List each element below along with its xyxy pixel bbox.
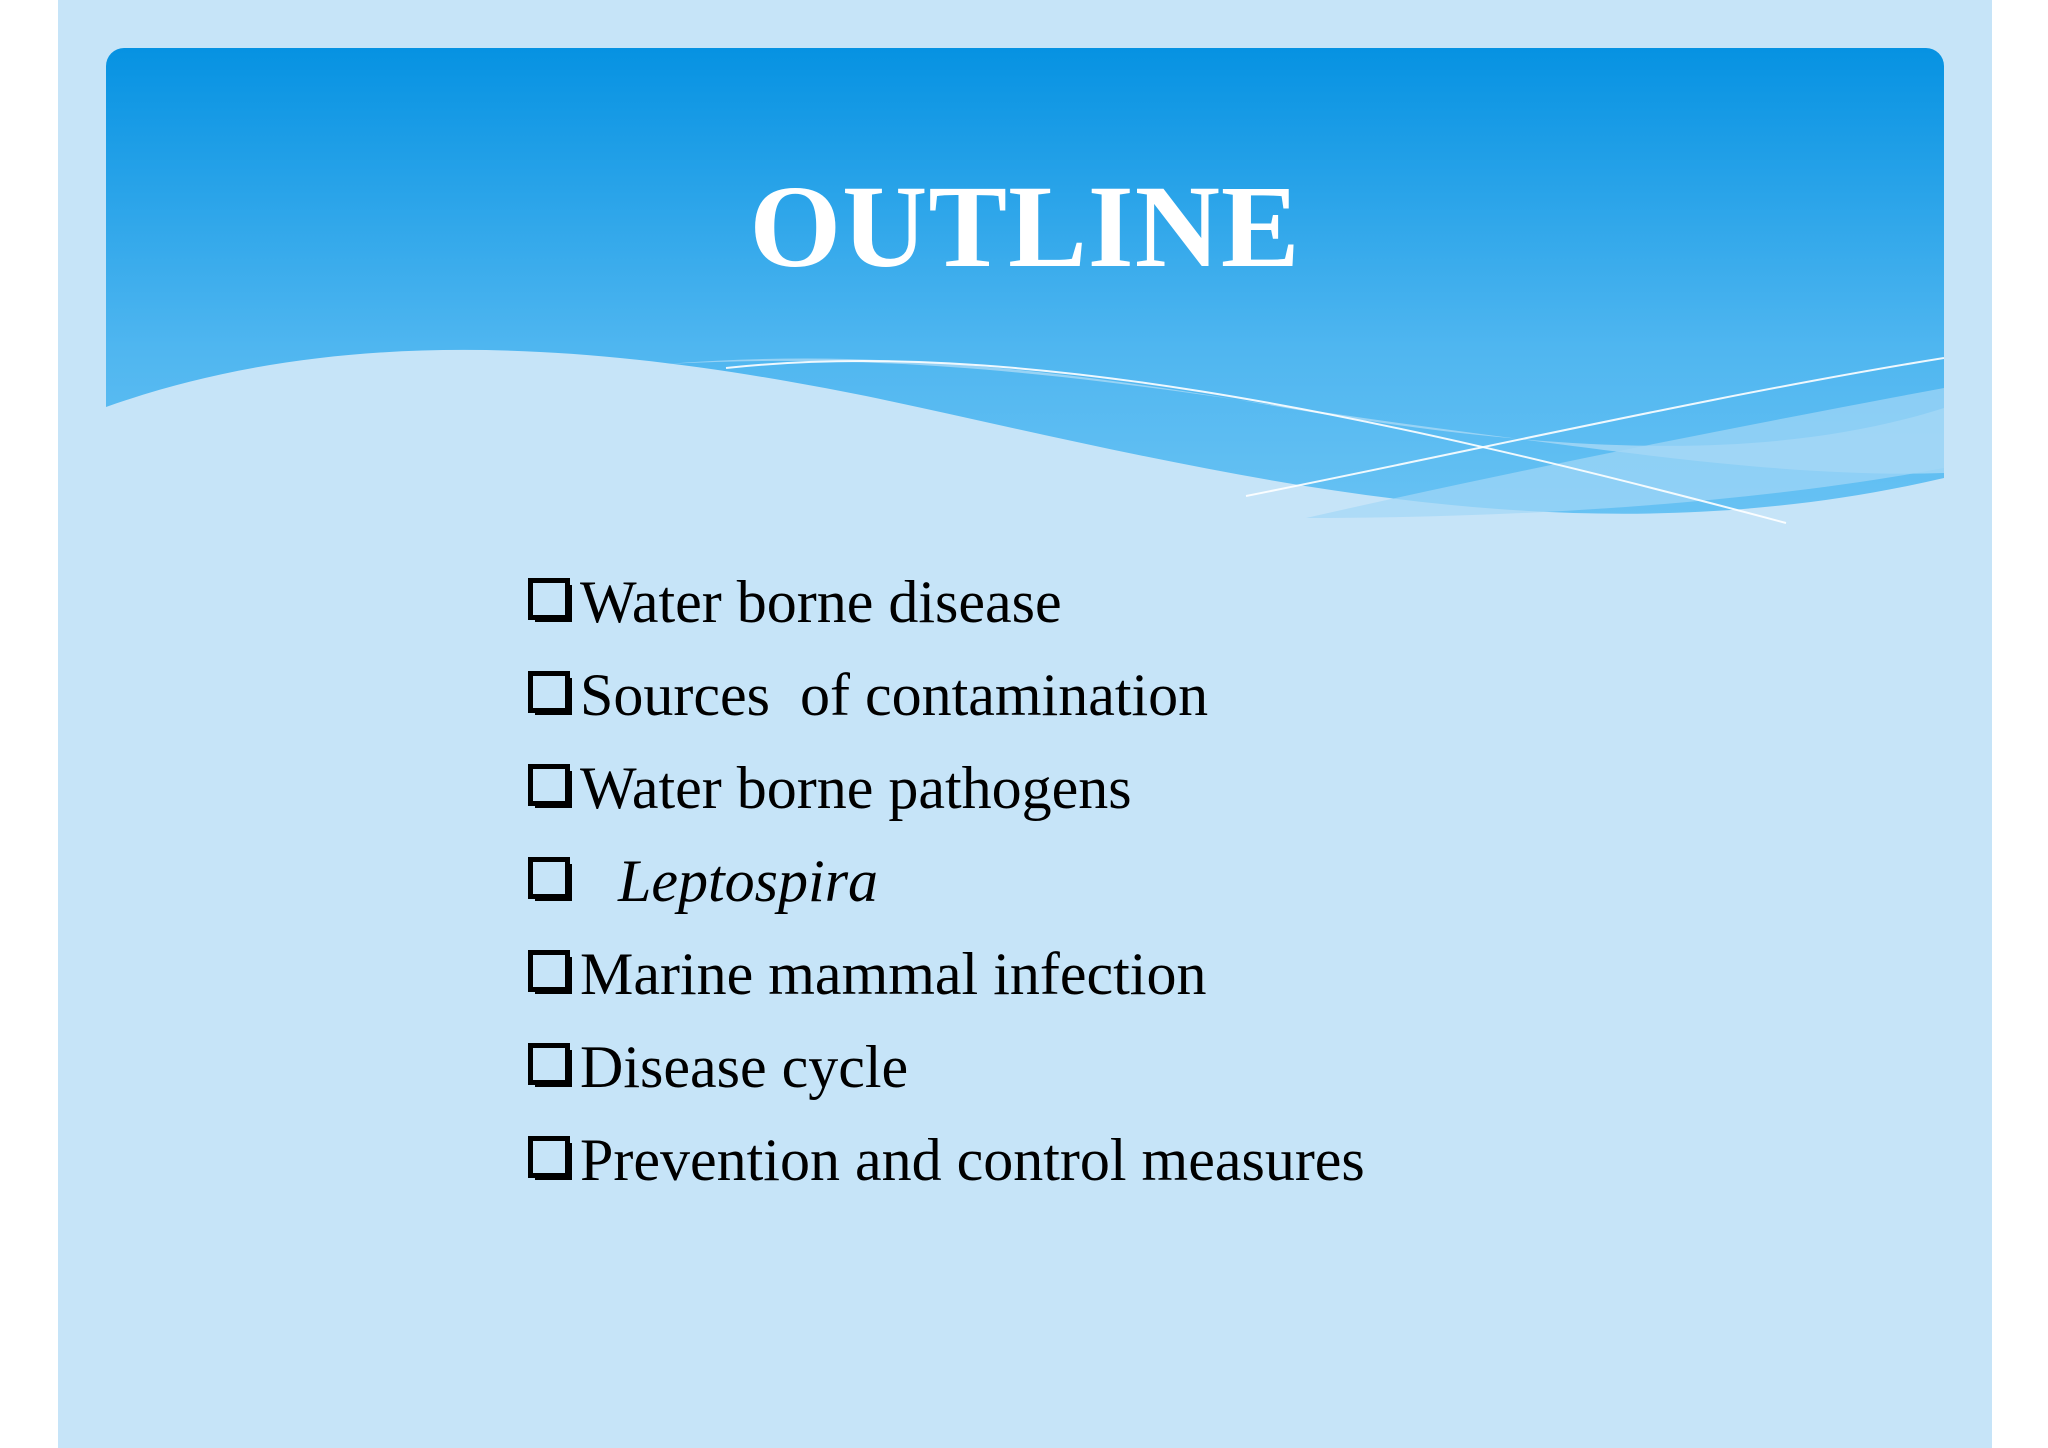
- list-item: [528, 928, 1365, 1021]
- item-label: Marine mammal infection: [580, 941, 1207, 1007]
- list-item: [528, 835, 1365, 928]
- checkbox-bullet-icon: [528, 671, 578, 721]
- title-banner: [106, 48, 1944, 548]
- checkbox-bullet-icon: [528, 764, 578, 814]
- item-label: Leptospira: [618, 848, 879, 914]
- item-label: Prevention and control measures: [580, 1127, 1365, 1193]
- item-label: Water borne pathogens: [580, 755, 1132, 821]
- outline-list: [528, 556, 1365, 1207]
- checkbox-bullet-icon: [528, 1043, 578, 1093]
- item-label: Sources of contamination: [580, 662, 1209, 728]
- item-label: Disease cycle: [580, 1034, 909, 1100]
- wave-decoration: [106, 48, 1944, 548]
- checkbox-bullet-icon: [528, 857, 578, 907]
- checkbox-bullet-icon: [528, 578, 578, 628]
- item-label: Water borne disease: [580, 569, 1062, 635]
- slide: [58, 0, 1992, 1448]
- slide-title: OUTLINE: [749, 161, 1301, 292]
- list-item: [528, 1021, 1365, 1114]
- checkbox-bullet-icon: [528, 1136, 578, 1186]
- list-item: [528, 649, 1365, 742]
- list-item: [528, 1114, 1365, 1207]
- list-item: [528, 556, 1365, 649]
- list-item: [528, 742, 1365, 835]
- checkbox-bullet-icon: [528, 950, 578, 1000]
